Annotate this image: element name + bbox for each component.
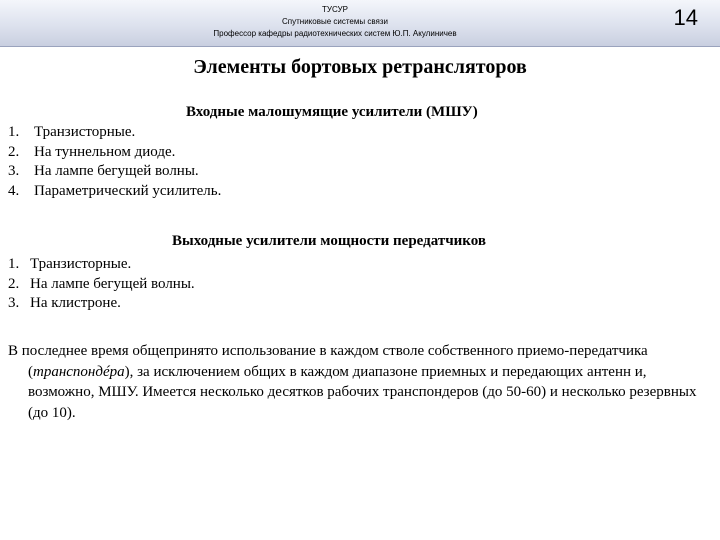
body-paragraph xyxy=(8,341,708,423)
list-item xyxy=(8,275,195,295)
list-item-number: 2. xyxy=(8,143,20,160)
header-bar xyxy=(0,0,720,47)
list-item-text: Транзисторные. xyxy=(34,124,136,140)
lna-heading: Входные малошумящие усилители (МШУ) xyxy=(186,104,478,120)
list-item-number: 3. xyxy=(8,295,20,311)
list-item-number: 4. xyxy=(8,182,20,199)
header-author: Профессор кафедры радиотехнических систем Ю.П. Акулиничев xyxy=(213,29,457,38)
pa-list xyxy=(8,255,195,314)
list-item-text: Транзисторные. xyxy=(30,256,132,272)
list-item-text: На туннельном диоде. xyxy=(34,143,176,160)
header-info xyxy=(150,4,520,40)
list-item xyxy=(8,294,195,314)
list-item xyxy=(8,162,221,182)
slide-title: Элементы бортовых ретрансляторов xyxy=(193,56,527,78)
lna-list xyxy=(8,123,221,201)
list-item-text: На клистроне. xyxy=(30,295,121,311)
list-item-number: 2. xyxy=(8,275,20,292)
paragraph-text-end: ), за исключением общих в каждом диапазоне приемных и передающих антенн и, возможно, МШУ. Имеется несколько десятков рабочих транспондеров (до 50-60) и несколько резервных (до 10). xyxy=(28,363,697,421)
page-number: 14 xyxy=(673,5,698,30)
list-item-number: 1. xyxy=(8,256,20,272)
list-item xyxy=(8,123,221,143)
header-org: ТУСУР xyxy=(322,5,348,14)
list-item-text: На лампе бегущей волны. xyxy=(34,163,199,179)
pa-heading: Выходные усилители мощности передатчиков xyxy=(172,233,486,249)
list-item xyxy=(8,143,221,163)
header-course: Спутниковые системы связи xyxy=(282,17,388,26)
list-item-number: 1. xyxy=(8,124,20,140)
paragraph-text-start: В последнее время общепринято использование в каждом стволе собственного приемо-передатчика ( xyxy=(8,343,648,380)
list-item xyxy=(8,182,221,202)
list-item-text: Параметрический усилитель. xyxy=(34,182,222,199)
list-item-number: 3. xyxy=(8,163,20,179)
paragraph-term: транспондéра xyxy=(33,363,125,380)
list-item xyxy=(8,255,195,275)
list-item-text: На лампе бегущей волны. xyxy=(30,275,195,292)
